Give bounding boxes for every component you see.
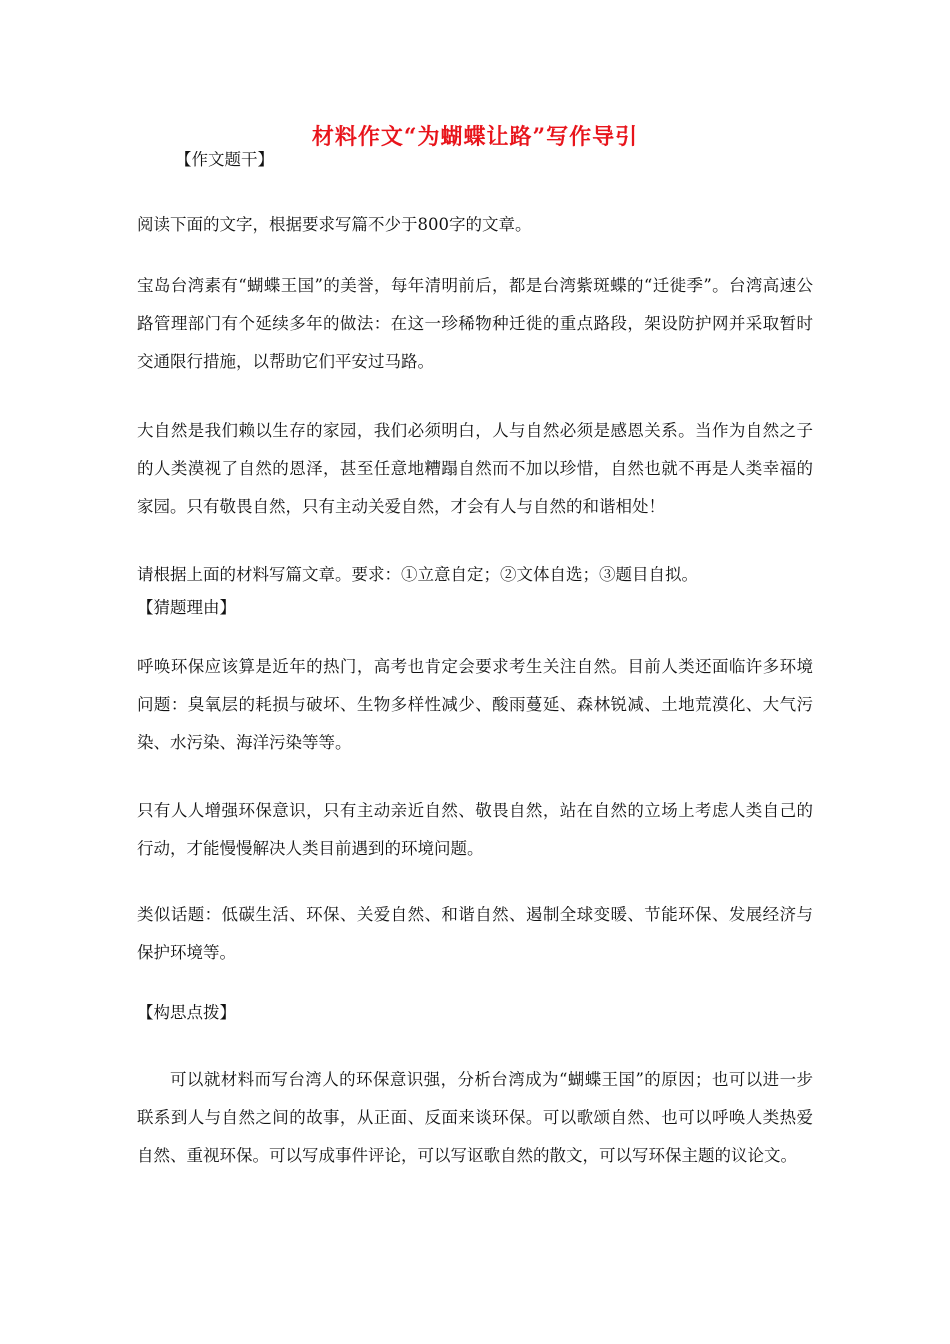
material-paragraph-2: 大自然是我们赖以生存的家园，我们必须明白，人与自然必须是感恩关系。当作为自然之子的人类漠视了自然的恩泽，甚至任意地糟蹋自然而不加以珍惜，自然也就不再是人类幸福的家园。只有敬畏自然，只有主动关爱自然，才会有人与自然的和谐相处！	[137, 421, 813, 516]
reason-paragraph-1: 呼唤环保应该算是近年的热门，高考也肯定会要求考生关注自然。目前人类还面临许多环境问题：臭氧层的耗损与破坏、生物多样性减少、酸雨蔓延、森林锐减、土地荒漠化、大气污染、水污染、海洋污染等等。	[137, 657, 813, 752]
document-title: 材料作文“为蝴蝶让路”写作导引	[311, 124, 639, 150]
section-heading-prompt: 【作文题干】	[175, 150, 274, 169]
intro-paragraph: 阅读下面的文字，根据要求写篇不少于800字的文章。	[137, 215, 532, 234]
material-paragraph-1: 宝岛台湾素有“蝴蝶王国”的美誉，每年清明前后，都是台湾紫斑蝶的“迁徙季”。台湾高速公路管理部门有个延续多年的做法：在这一珍稀物种迁徙的重点路段，架设防护网并采取暂时交通限行措施，以帮助它们平安过马路。	[137, 276, 813, 371]
section-heading-ideas: 【构思点拨】	[137, 1003, 236, 1022]
reason-paragraph-2: 只有人人增强环保意识，只有主动亲近自然、敬畏自然，站在自然的立场上考虑人类自己的行动，才能慢慢解决人类目前遇到的环境问题。	[137, 801, 813, 858]
similar-topics-paragraph: 类似话题：低碳生活、环保、关爱自然、和谐自然、遏制全球变暖、节能环保、发展经济与保护环境等。	[137, 905, 813, 962]
ideas-paragraph: 可以就材料而写台湾人的环保意识强，分析台湾成为“蝴蝶王国”的原因；也可以进一步联系到人与自然之间的故事，从正面、反面来谈环保。可以歌颂自然、也可以呼唤人类热爱自然、重视环保。可以写成事件评论，可以写讴歌自然的散文，可以写环保主题的议论文。	[137, 1070, 813, 1165]
section-heading-reason: 【猜题理由】	[137, 598, 236, 617]
requirement-paragraph: 请根据上面的材料写篇文章。要求：①立意自定；②文体自选；③题目自拟。	[137, 565, 698, 584]
